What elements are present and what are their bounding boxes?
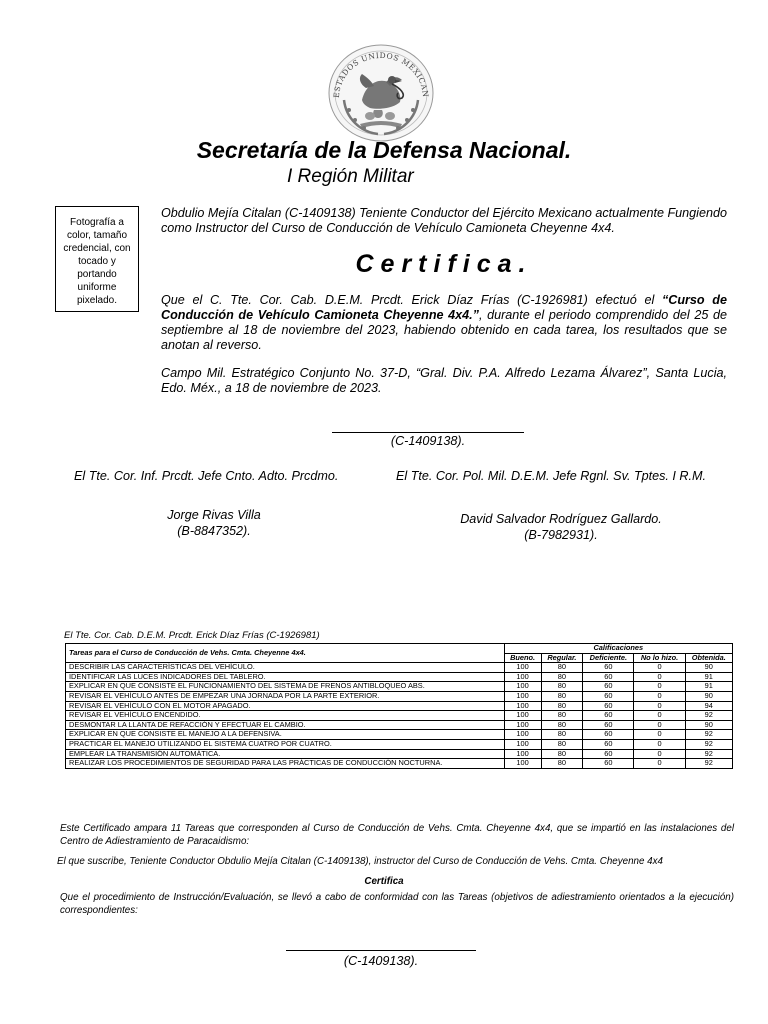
grade-cell: 80 bbox=[541, 691, 583, 701]
certifica-small-heading: Certifica bbox=[364, 876, 404, 887]
grade-cell: 92 bbox=[685, 739, 732, 749]
grade-cell: 100 bbox=[504, 701, 541, 711]
task-cell: REVISAR EL VEHÍCULO ANTES DE EMPEZAR UNA JORNADA POR LA PARTE EXTERIOR. bbox=[66, 691, 505, 701]
grade-cell: 92 bbox=[685, 730, 732, 740]
grade-cell: 60 bbox=[583, 711, 634, 721]
main-signature-line bbox=[332, 432, 524, 433]
grade-cell: 100 bbox=[504, 759, 541, 769]
table-row bbox=[66, 759, 733, 769]
grade-cell: 100 bbox=[504, 730, 541, 740]
photo-placeholder-box bbox=[55, 206, 139, 312]
task-cell: REVISAR EL VEHÍCULO ENCENDIDO. bbox=[66, 711, 505, 721]
grade-column-header: Regular. bbox=[541, 653, 583, 663]
bottom-signature-id: (C-1409138). bbox=[343, 954, 419, 968]
grade-cell: 80 bbox=[541, 739, 583, 749]
grade-cell: 0 bbox=[634, 730, 685, 740]
grade-cell: 0 bbox=[634, 720, 685, 730]
document-title: Secretaría de la Defensa Nacional. bbox=[196, 137, 572, 163]
grade-cell: 92 bbox=[685, 749, 732, 759]
table-row bbox=[66, 711, 733, 721]
grade-cell: 100 bbox=[504, 682, 541, 692]
left-signer-name: Jorge Rivas Villa bbox=[167, 508, 261, 522]
grade-cell: 80 bbox=[541, 711, 583, 721]
left-signer-block bbox=[110, 507, 318, 539]
table-row bbox=[66, 730, 733, 740]
grade-cell: 0 bbox=[634, 672, 685, 682]
photo-placeholder-text: Fotografía a color, tamaño credencial, con tocado y portando uniforme pixelado. bbox=[63, 217, 131, 306]
table-row bbox=[66, 691, 733, 701]
national-seal-emblem bbox=[322, 38, 440, 144]
grade-cell: 80 bbox=[541, 759, 583, 769]
grade-cell: 100 bbox=[504, 720, 541, 730]
grade-cell: 60 bbox=[583, 720, 634, 730]
right-signer-name: David Salvador Rodríguez Gallardo. bbox=[460, 512, 662, 526]
grade-cell: 60 bbox=[583, 759, 634, 769]
grade-cell: 60 bbox=[583, 691, 634, 701]
certification-body bbox=[161, 293, 727, 353]
intro-paragraph: Obdulio Mejía Citalan (C-1409138) Teniente Conductor del Ejército Mexicano actualmente Fungiendo como Instructor del Curso de Conducción de Vehículo Camioneta Cheyenne 4x4. bbox=[161, 206, 727, 235]
grade-cell: 90 bbox=[685, 663, 732, 673]
grade-cell: 100 bbox=[504, 711, 541, 721]
tasks-column-header: Tareas para el Curso de Conducción de Vehs. Cmta. Cheyenne 4x4. bbox=[66, 644, 505, 663]
table-row bbox=[66, 663, 733, 673]
grade-cell: 100 bbox=[504, 749, 541, 759]
body-text-after: , durante el periodo comprendido del 25 de septiembre al 18 de noviembre del 2023, habiendo obtenido en cada tarea, los resultados que se anotan al reverso. bbox=[161, 308, 727, 352]
left-signer-id: (B-8847352). bbox=[177, 524, 251, 538]
grade-cell: 80 bbox=[541, 701, 583, 711]
grade-cell: 60 bbox=[583, 672, 634, 682]
body-text-before: Que el C. Tte. Cor. Cab. D.E.M. Prcdt. Erick Díaz Frías (C-1926981) efectuó el bbox=[161, 293, 662, 307]
main-signature-id: (C-1409138). bbox=[390, 434, 466, 448]
task-cell: EMPLEAR LA TRANSMISIÓN AUTOMÁTICA. bbox=[66, 749, 505, 759]
left-signer-role: El Tte. Cor. Inf. Prcdt. Jefe Cnto. Adto. Prcdmo. bbox=[74, 469, 339, 483]
grade-cell: 94 bbox=[685, 701, 732, 711]
grade-cell: 90 bbox=[685, 691, 732, 701]
table-row bbox=[66, 739, 733, 749]
calificaciones-header: Calificaciones bbox=[504, 644, 732, 654]
grade-cell: 90 bbox=[685, 720, 732, 730]
task-cell: REALIZAR LOS PROCEDIMIENTOS DE SEGURIDAD PARA LAS PRÁCTICAS DE CONDUCCIÓN NOCTURNA. bbox=[66, 759, 505, 769]
grade-cell: 100 bbox=[504, 739, 541, 749]
svg-text:ESTADOS UNIDOS MEXICANOS: ESTADOS UNIDOS MEXICAN bbox=[331, 50, 431, 99]
grade-cell: 80 bbox=[541, 672, 583, 682]
grade-cell: 60 bbox=[583, 730, 634, 740]
task-cell: EXPLICAR EN QUE CONSISTE EL FUNCIONAMIENTO DEL SISTEMA DE FRENOS ANTIBLOQUEO ABS. bbox=[66, 682, 505, 692]
task-cell: PRACTICAR EL MANEJO UTILIZANDO EL SISTEMA CUATRO POR CUATRO. bbox=[66, 739, 505, 749]
task-cell: EXPLICAR EN QUE CONSISTE EL MANEJO A LA DEFENSIVA. bbox=[66, 730, 505, 740]
grade-cell: 100 bbox=[504, 691, 541, 701]
grade-cell: 80 bbox=[541, 720, 583, 730]
grade-cell: 92 bbox=[685, 759, 732, 769]
grade-column-header: Deficiente. bbox=[583, 653, 634, 663]
grades-table-caption: El Tte. Cor. Cab. D.E.M. Prcdt. Erick Díaz Frías (C-1926981) bbox=[64, 630, 320, 641]
grade-cell: 60 bbox=[583, 749, 634, 759]
grade-cell: 91 bbox=[685, 682, 732, 692]
grade-cell: 80 bbox=[541, 749, 583, 759]
suscribe-note: El que suscribe, Teniente Conductor Obdulio Mejía Citalan (C-1409138), instructor del Curso de Conducción de Vehs. Cmta. Cheyenne 4x4 bbox=[57, 856, 663, 867]
grade-cell: 91 bbox=[685, 672, 732, 682]
certifica-heading: Certifica. bbox=[355, 250, 533, 278]
right-signer-block bbox=[430, 511, 692, 543]
procedimiento-note: Que el procedimiento de Instrucción/Evaluación, se llevó a cabo de conformidad con las Tareas (objetivos de adiestramiento orientados a la ejecución) correspondientes: bbox=[60, 892, 734, 916]
grade-cell: 0 bbox=[634, 701, 685, 711]
place-date-paragraph: Campo Mil. Estratégico Conjunto No. 37-D, “Gral. Div. P.A. Alfredo Lezama Álvarez”, Santa Lucia, Edo. Méx., a 18 de noviembre de 2023. bbox=[161, 366, 727, 395]
task-cell: REVISAR EL VEHÍCULO CON EL MOTOR APAGADO. bbox=[66, 701, 505, 711]
grade-column-header: No lo hizo. bbox=[634, 653, 685, 663]
grade-cell: 80 bbox=[541, 663, 583, 673]
task-cell: IDENTIFICAR LAS LUCES INDICADORES DEL TABLERO. bbox=[66, 672, 505, 682]
grade-cell: 60 bbox=[583, 663, 634, 673]
grade-cell: 80 bbox=[541, 730, 583, 740]
grade-cell: 100 bbox=[504, 672, 541, 682]
right-signer-id: (B-7982931). bbox=[524, 528, 598, 542]
document-subtitle: I Región Militar bbox=[287, 166, 414, 187]
grade-column-header: Bueno. bbox=[504, 653, 541, 663]
grade-cell: 60 bbox=[583, 682, 634, 692]
grade-column-header: Obtenida. bbox=[685, 653, 732, 663]
course-name: “Curso de Conducción de Vehículo Camioneta Cheyenne 4x4.” bbox=[161, 293, 727, 322]
grade-cell: 0 bbox=[634, 749, 685, 759]
grade-cell: 0 bbox=[634, 691, 685, 701]
grade-cell: 80 bbox=[541, 682, 583, 692]
grade-cell: 0 bbox=[634, 663, 685, 673]
grade-cell: 0 bbox=[634, 682, 685, 692]
right-signer-role: El Tte. Cor. Pol. Mil. D.E.M. Jefe Rgnl. Sv. Tptes. I R.M. bbox=[396, 469, 707, 483]
grade-cell: 0 bbox=[634, 739, 685, 749]
grade-cell: 100 bbox=[504, 663, 541, 673]
grade-cell: 0 bbox=[634, 759, 685, 769]
grade-cell: 92 bbox=[685, 711, 732, 721]
task-cell: DESMONTAR LA LLANTA DE REFACCIÓN Y EFECTUAR EL CAMBIO. bbox=[66, 720, 505, 730]
task-cell: DESCRIBIR LAS CARACTERÍSTICAS DEL VEHÍCULO. bbox=[66, 663, 505, 673]
bottom-signature-line bbox=[286, 950, 476, 951]
grade-cell: 60 bbox=[583, 701, 634, 711]
grades-table bbox=[65, 643, 733, 769]
grade-cell: 60 bbox=[583, 739, 634, 749]
amparo-note: Este Certificado ampara 11 Tareas que corresponden al Curso de Conducción de Vehs. Cmta. Cheyenne 4x4, que se impartió en las instalaciones del Centro de Adiestramiento de Paracaidismo: bbox=[60, 823, 734, 847]
grade-cell: 0 bbox=[634, 711, 685, 721]
